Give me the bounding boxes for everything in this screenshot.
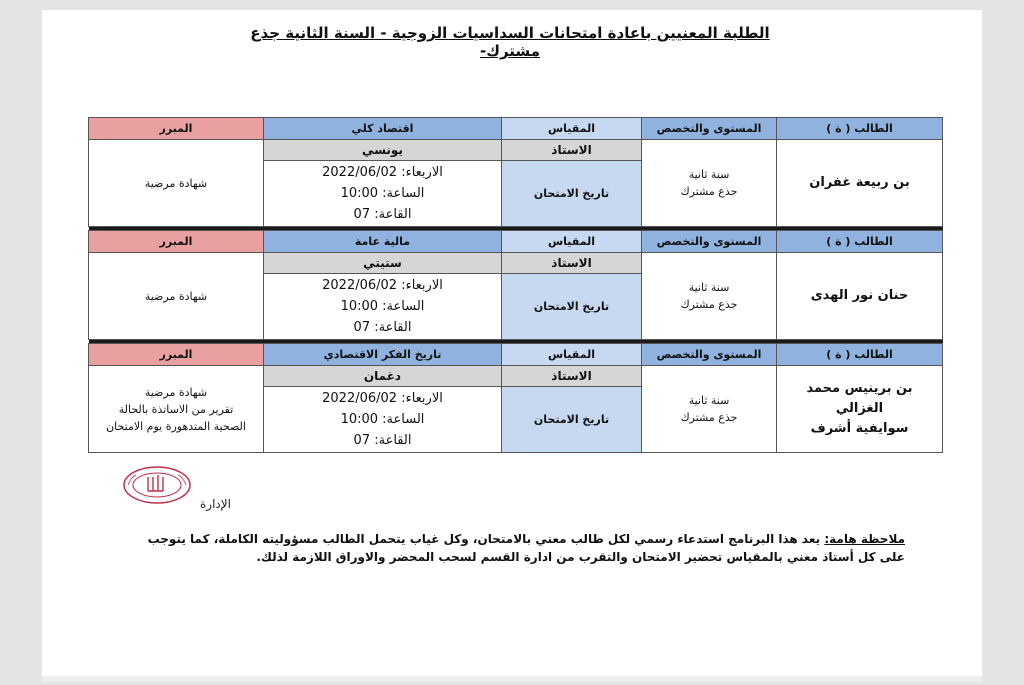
student-name: بن برينيس محمد الغزالي (806, 381, 913, 416)
stamp-seal-icon (122, 465, 192, 505)
administration-label: الإدارة (200, 497, 231, 511)
teacher-header: الاستاذ (502, 253, 642, 274)
student-name-cell (777, 366, 943, 453)
level-header: المستوى والتخصص (642, 231, 777, 253)
justification-header: المبرر (89, 118, 264, 140)
exam-date-header: تاريخ الامتحان (502, 161, 642, 227)
justification-header: المبرر (89, 231, 264, 253)
exam-time: الساعة: 10:00 (340, 412, 425, 427)
student-name: حنان نور الهدى (810, 288, 909, 303)
exam-room: القاعة: 07 (353, 320, 412, 335)
student-name: بن ربيعة غفران (809, 175, 910, 190)
teacher-row (89, 253, 943, 274)
level-line: سنة ثانية (688, 281, 730, 294)
exam-time: الساعة: 10:00 (340, 186, 425, 201)
exam-info-cell (264, 161, 502, 227)
teacher-name: ستيتي (264, 253, 502, 274)
level-cell (642, 140, 777, 227)
note-text: يعد هذا البرنامج استدعاء رسمي لكل طالب معني بالامتحان، وكل غياب يتحمل الطالب مسؤوليته الكاملة، كما يتوجب على كل أستاذ معني بالمقياس تحضير الامتحان والتقرب من ادارة القسم لسحب المحضر والاوراق اللازمة لذلك. (147, 532, 905, 564)
level-line: جذع مشترك (680, 411, 738, 424)
teacher-header: الاستاذ (502, 366, 642, 387)
student-header-row (89, 231, 943, 253)
exam-info-cell (264, 274, 502, 340)
student-header: الطالب ( ة ) (777, 118, 943, 140)
exam-schedule-table (88, 117, 943, 453)
exam-time: الساعة: 10:00 (340, 299, 425, 314)
level-line: جذع مشترك (680, 298, 738, 311)
justification-cell (89, 366, 264, 453)
note-label: ملاحظة هامة: (824, 532, 905, 546)
module-header: المقياس (502, 231, 642, 253)
level-line: جذع مشترك (680, 185, 738, 198)
student-header-row (89, 118, 943, 140)
exam-room: القاعة: 07 (353, 207, 412, 222)
exam-day: الاربعاء: 2022/06/02 (322, 391, 443, 406)
justification-line: شهادة مرضية (144, 289, 208, 303)
level-header: المستوى والتخصص (642, 344, 777, 366)
justification-line: تقرير من الاساتذة بالحالة (118, 402, 234, 416)
exam-day: الاربعاء: 2022/06/02 (322, 165, 443, 180)
module-name: اقتصاد كلي (264, 118, 502, 140)
page-bottom-edge (42, 676, 982, 682)
student-header-row (89, 344, 943, 366)
teacher-name: دغمان (264, 366, 502, 387)
exam-day: الاربعاء: 2022/06/02 (322, 278, 443, 293)
exam-room: القاعة: 07 (353, 433, 412, 448)
level-line: سنة ثانية (688, 394, 730, 407)
teacher-row (89, 140, 943, 161)
module-name: تاريخ الفكر الاقتصادي (264, 344, 502, 366)
module-name: مالية عامة (264, 231, 502, 253)
level-line: سنة ثانية (688, 168, 730, 181)
module-header: المقياس (502, 118, 642, 140)
exam-info-cell (264, 387, 502, 453)
student-header: الطالب ( ة ) (777, 344, 943, 366)
justification-header: المبرر (89, 344, 264, 366)
justification-line: شهادة مرضية (144, 176, 208, 190)
level-cell (642, 253, 777, 340)
student-header: الطالب ( ة ) (777, 231, 943, 253)
student-name-cell (777, 253, 943, 340)
teacher-name: يونسي (264, 140, 502, 161)
level-cell (642, 366, 777, 453)
exam-date-header: تاريخ الامتحان (502, 274, 642, 340)
module-header: المقياس (502, 344, 642, 366)
justification-cell (89, 140, 264, 227)
exam-date-header: تاريخ الامتحان (502, 387, 642, 453)
justification-line: شهادة مرضية (144, 385, 208, 399)
important-note (130, 530, 905, 566)
teacher-header: الاستاذ (502, 140, 642, 161)
level-header: المستوى والتخصص (642, 118, 777, 140)
student-name-cell (777, 140, 943, 227)
justification-cell (89, 253, 264, 340)
justification-line: الصحية المتدهورة يوم الامتحان (106, 419, 246, 433)
teacher-row (89, 366, 943, 387)
student-name: سوايفية أشرف (810, 421, 909, 436)
page-title: الطلبة المعنيين باعادة امتحانات السداسيات الزوجية - السنة الثانية جذع مشترك- (250, 24, 770, 60)
